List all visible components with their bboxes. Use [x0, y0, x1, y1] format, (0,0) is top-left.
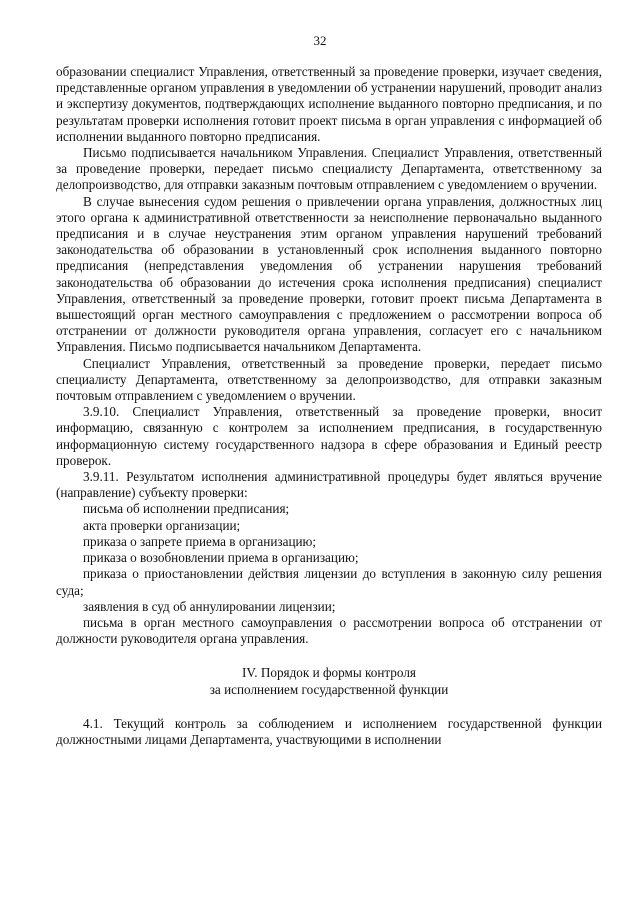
list-item: приказа о приостановлении действия лицензии до вступления в законную силу решения суда; — [56, 566, 602, 598]
result-list — [56, 501, 602, 647]
paragraph-continuation: образовании специалист Управления, ответственный за проведение проверки, изучает сведения, представленные органом управления в уведомлении об устранении нарушений, проводит анализ и экспертизу документов, подтверждающих исполнение выданного повторно предписания, и по результатам проверки исполнения готовит проект письма в орган управления с информацией об исполнении выданного повторно предписания. — [56, 64, 602, 144]
section-heading — [56, 665, 602, 697]
section-heading-line-2: за исполнением государственной функции — [209, 681, 449, 697]
list-item: заявления в суд об аннулировании лицензии; — [83, 598, 336, 614]
section-heading-line-1: IV. Порядок и формы контроля — [242, 665, 416, 681]
document-body — [56, 64, 602, 748]
paragraph-3-9-10: 3.9.10. Специалист Управления, ответственный за проведение проверки, вносит информацию, связанную с контролем за исполнением предписания, в государственную информационную систему государственного надзора в сфере образования и Единый реестр проверок. — [56, 404, 602, 468]
list-item: письма в орган местного самоуправления о рассмотрении вопроса об отстранении от должности руководителя органа управления. — [56, 614, 602, 647]
list-item: приказа о запрете приема в организацию; — [83, 533, 317, 549]
list-item: письма об исполнении предписания; — [83, 501, 290, 517]
paragraph-letter-signing: Письмо подписывается начальником Управления. Специалист Управления, ответственный за проведение проверки, передает письмо специалисту Департамента, ответственному за делопроизводство, для отправки заказным почтовым отправлением с уведомлением о вручении. — [56, 145, 602, 193]
page-number: 32 — [313, 33, 327, 48]
paragraph-3-9-11: 3.9.11. Результатом исполнения административной процедуры будет являться вручение (направление) субъекту проверки: — [56, 469, 602, 501]
list-item: акта проверки организации; — [83, 517, 241, 533]
paragraph-letter-sending: Специалист Управления, ответственный за проведение проверки, передает письмо специалисту Департамента, ответственному за делопроизводство, для отправки заказным почтовым отправлением с уведомлением о вручении. — [56, 355, 602, 404]
paragraph-court-decision: В случае вынесения судом решения о привлечении органа управления, должностных лиц этого органа к административной ответственности за неисполнение первоначально выданного предписания и в случае неустранения этим органом управления нарушений требований законодательства об образовании в установленный срок исполнения выданного повторно предписания (непредставления уведомления об устранении нарушения требований законодательства об образовании до истечения срока исполнения предписания) специалист Управления, ответственный за проведение проверки, готовит проект письма Департамента в вышестоящий орган местного самоуправления с предложением о рассмотрении вопроса об отстранении от должности руководителя органа управления, согласует его с начальником Управления. Письмо подписывается начальником Департамента. — [56, 193, 602, 355]
list-item: приказа о возобновлении приема в организацию; — [83, 550, 359, 566]
paragraph-4-1: 4.1. Текущий контроль за соблюдением и исполнением государственной функции должностными лицами Департамента, участвующими в исполнении — [56, 715, 602, 747]
